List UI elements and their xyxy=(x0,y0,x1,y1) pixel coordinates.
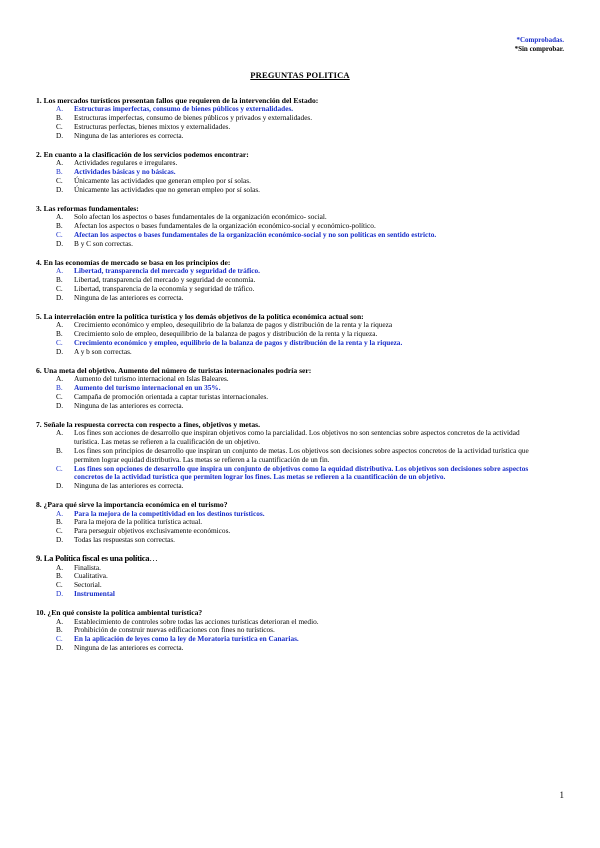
option-a: A. Estructuras imperfectas, consumo de bienes públicos y externalidades. xyxy=(56,104,294,114)
question-8 xyxy=(36,500,540,545)
question-6 xyxy=(36,366,540,411)
option-b: B. Cualitativa. xyxy=(56,571,108,581)
option-d: D. B y C son correctas. xyxy=(56,238,133,248)
question-10 xyxy=(36,608,540,653)
option-c: C. Para perseguir objetivos exclusivamente económicos. xyxy=(56,526,231,536)
option-d: D. Ninguna de las anteriores es correcta. xyxy=(56,292,184,302)
option-d: D. Ninguna de las anteriores es correcta. xyxy=(56,130,184,140)
option-b: B. Los fines son principios de desarrollo que inspiran un conjunto de metas. Los objetivos son decisiones sobre aspectos concretos de la actividad turística que permiten lograr equidad distributiva. Las metas se refieren a la cuantificación de un fin. xyxy=(56,445,529,464)
page-number: 1 xyxy=(559,790,564,800)
option-c: C. Sectorial. xyxy=(56,580,102,590)
option-b: B. Aumento del turismo internacional en un 35%. xyxy=(56,383,221,393)
question-3 xyxy=(36,204,540,249)
option-a: A. Solo afectan los aspectos o bases fundamentales de la organización económico- social. xyxy=(56,212,327,222)
question-2 xyxy=(36,150,540,195)
option-a: A. Aumento del turismo internacional en Islas Baleares. xyxy=(56,374,229,384)
option-c: C. Crecimiento económico y empleo, equilibrio de la balanza de pagos y distribución de la renta y la riqueza. xyxy=(56,337,403,347)
option-d: D. Ninguna de las anteriores es correcta. xyxy=(56,481,184,491)
question-text: 6. Una meta del objetivo. Aumento del número de turistas internacionales podría ser: xyxy=(36,365,312,375)
question-7 xyxy=(36,420,540,491)
option-d: D. Instrumental xyxy=(56,589,115,599)
question-1 xyxy=(36,96,540,141)
option-b: B. Crecimiento solo de empleo, desequilibrio de la balanza de pagos y distribución de la renta y la riqueza. xyxy=(56,329,378,339)
legend-unchecked: *Sin comprobar. xyxy=(514,45,564,53)
option-c: C. Campaña de promoción orientada a captar turistas internacionales. xyxy=(56,391,269,401)
question-list xyxy=(36,96,540,662)
page-title: PREGUNTAS POLITICA xyxy=(250,70,350,80)
question-text: 10. ¿En qué consiste la política ambiental turística? xyxy=(36,608,203,618)
question-text: 5. La interrelación entre la política turística y los demás objetivos de la política económica actual son: xyxy=(36,311,364,321)
option-c: C. En la aplicación de leyes como la ley de Moratoria turística en Canarias. xyxy=(56,634,299,644)
legend-checked: *Comprobadas. xyxy=(516,36,564,44)
legend xyxy=(515,36,564,54)
option-a: A. Libertad, transparencia del mercado y seguridad de tráfico. xyxy=(56,266,260,276)
option-d: D. Únicamente las actividades que no generan empleo por sí solas. xyxy=(56,184,261,194)
question-4 xyxy=(36,258,540,303)
option-b: B. Prohibición de construir nuevas edificaciones con fines no turísticos. xyxy=(56,625,275,635)
option-a: A. Crecimiento económico y empleo, desequilibrio de la balanza de pagos y distribución de la renta y la riqueza xyxy=(56,320,393,330)
option-a: A. Para la mejora de la competitividad en los destinos turísticos. xyxy=(56,508,265,518)
option-a: A. Establecimiento de controles sobre todas las acciones turísticas deterioran el medio. xyxy=(56,616,319,626)
question-text: 9. La Política fiscal es una política… xyxy=(36,553,158,564)
question-9 xyxy=(36,554,540,599)
option-b: B. Estructuras imperfectas, consumo de bienes públicos y privados y externalidades. xyxy=(56,113,313,123)
option-d: D. A y b son correctas. xyxy=(56,346,132,356)
option-b: B. Para la mejora de la política turística actual. xyxy=(56,517,203,527)
option-d: D. Todas las respuestas son correctas. xyxy=(56,535,176,545)
option-a: A. Actividades regulares e irregulares. xyxy=(56,158,178,168)
question-5 xyxy=(36,312,540,357)
option-a: A. Finalista. xyxy=(56,562,101,572)
option-d: D. Ninguna de las anteriores es correcta. xyxy=(56,400,184,410)
question-text: 7. Señale la respuesta correcta con respecto a fines, objetivos y metas. xyxy=(36,419,260,429)
option-b: B. Afectan los aspectos o bases fundamentales de la organización económico-social y económico-político. xyxy=(56,221,376,231)
question-text: 3. Las reformas fundamentales: xyxy=(36,203,139,213)
question-text: 4. En las economías de mercado se basa en los principios de: xyxy=(36,257,231,267)
question-text: 8. ¿Para qué sirve la importancia económica en el turismo? xyxy=(36,500,228,510)
option-c: C. Libertad, transparencia de la economía y seguridad de tráfico. xyxy=(56,283,255,293)
option-c: C. Afectan los aspectos o bases fundamentales de la organización económico-social y no son políticas en sentido estricto. xyxy=(56,229,437,239)
option-c: C. Únicamente las actividades que generan empleo por sí solas. xyxy=(56,175,251,185)
question-tail: … xyxy=(149,553,158,564)
option-d: D. Ninguna de las anteriores es correcta. xyxy=(56,643,184,653)
option-a: A. Los fines son acciones de desarrollo que inspiran objetivos como la parcialidad. Los objetivos no son sentencias sobre aspectos concretos de la actividad turística. Las metas se refieren a la cualificación de un objetivo. xyxy=(56,428,520,447)
option-b: B. Actividades básicas y no básicas. xyxy=(56,167,176,177)
option-b: B. Libertad, transparencia del mercado y seguridad de economía. xyxy=(56,275,256,285)
option-c: C. Los fines son opciones de desarrollo que inspira un conjunto de objetivos como la equidad distributiva. Los objetivos son decisiones sobre aspectos concretos de la actividad turística que permiten lograr los fines. Las metas se refieren a la cuantificación de un objetivo. xyxy=(56,463,529,482)
question-text: 2. En cuanto a la clasificación de los servicios podemos encontrar: xyxy=(36,149,249,159)
question-text: 1. Los mercados turísticos presentan fallos que requieren de la intervención del Estado: xyxy=(36,96,319,105)
option-c: C. Estructuras perfectas, bienes mixtos y externalidades. xyxy=(56,122,231,131)
